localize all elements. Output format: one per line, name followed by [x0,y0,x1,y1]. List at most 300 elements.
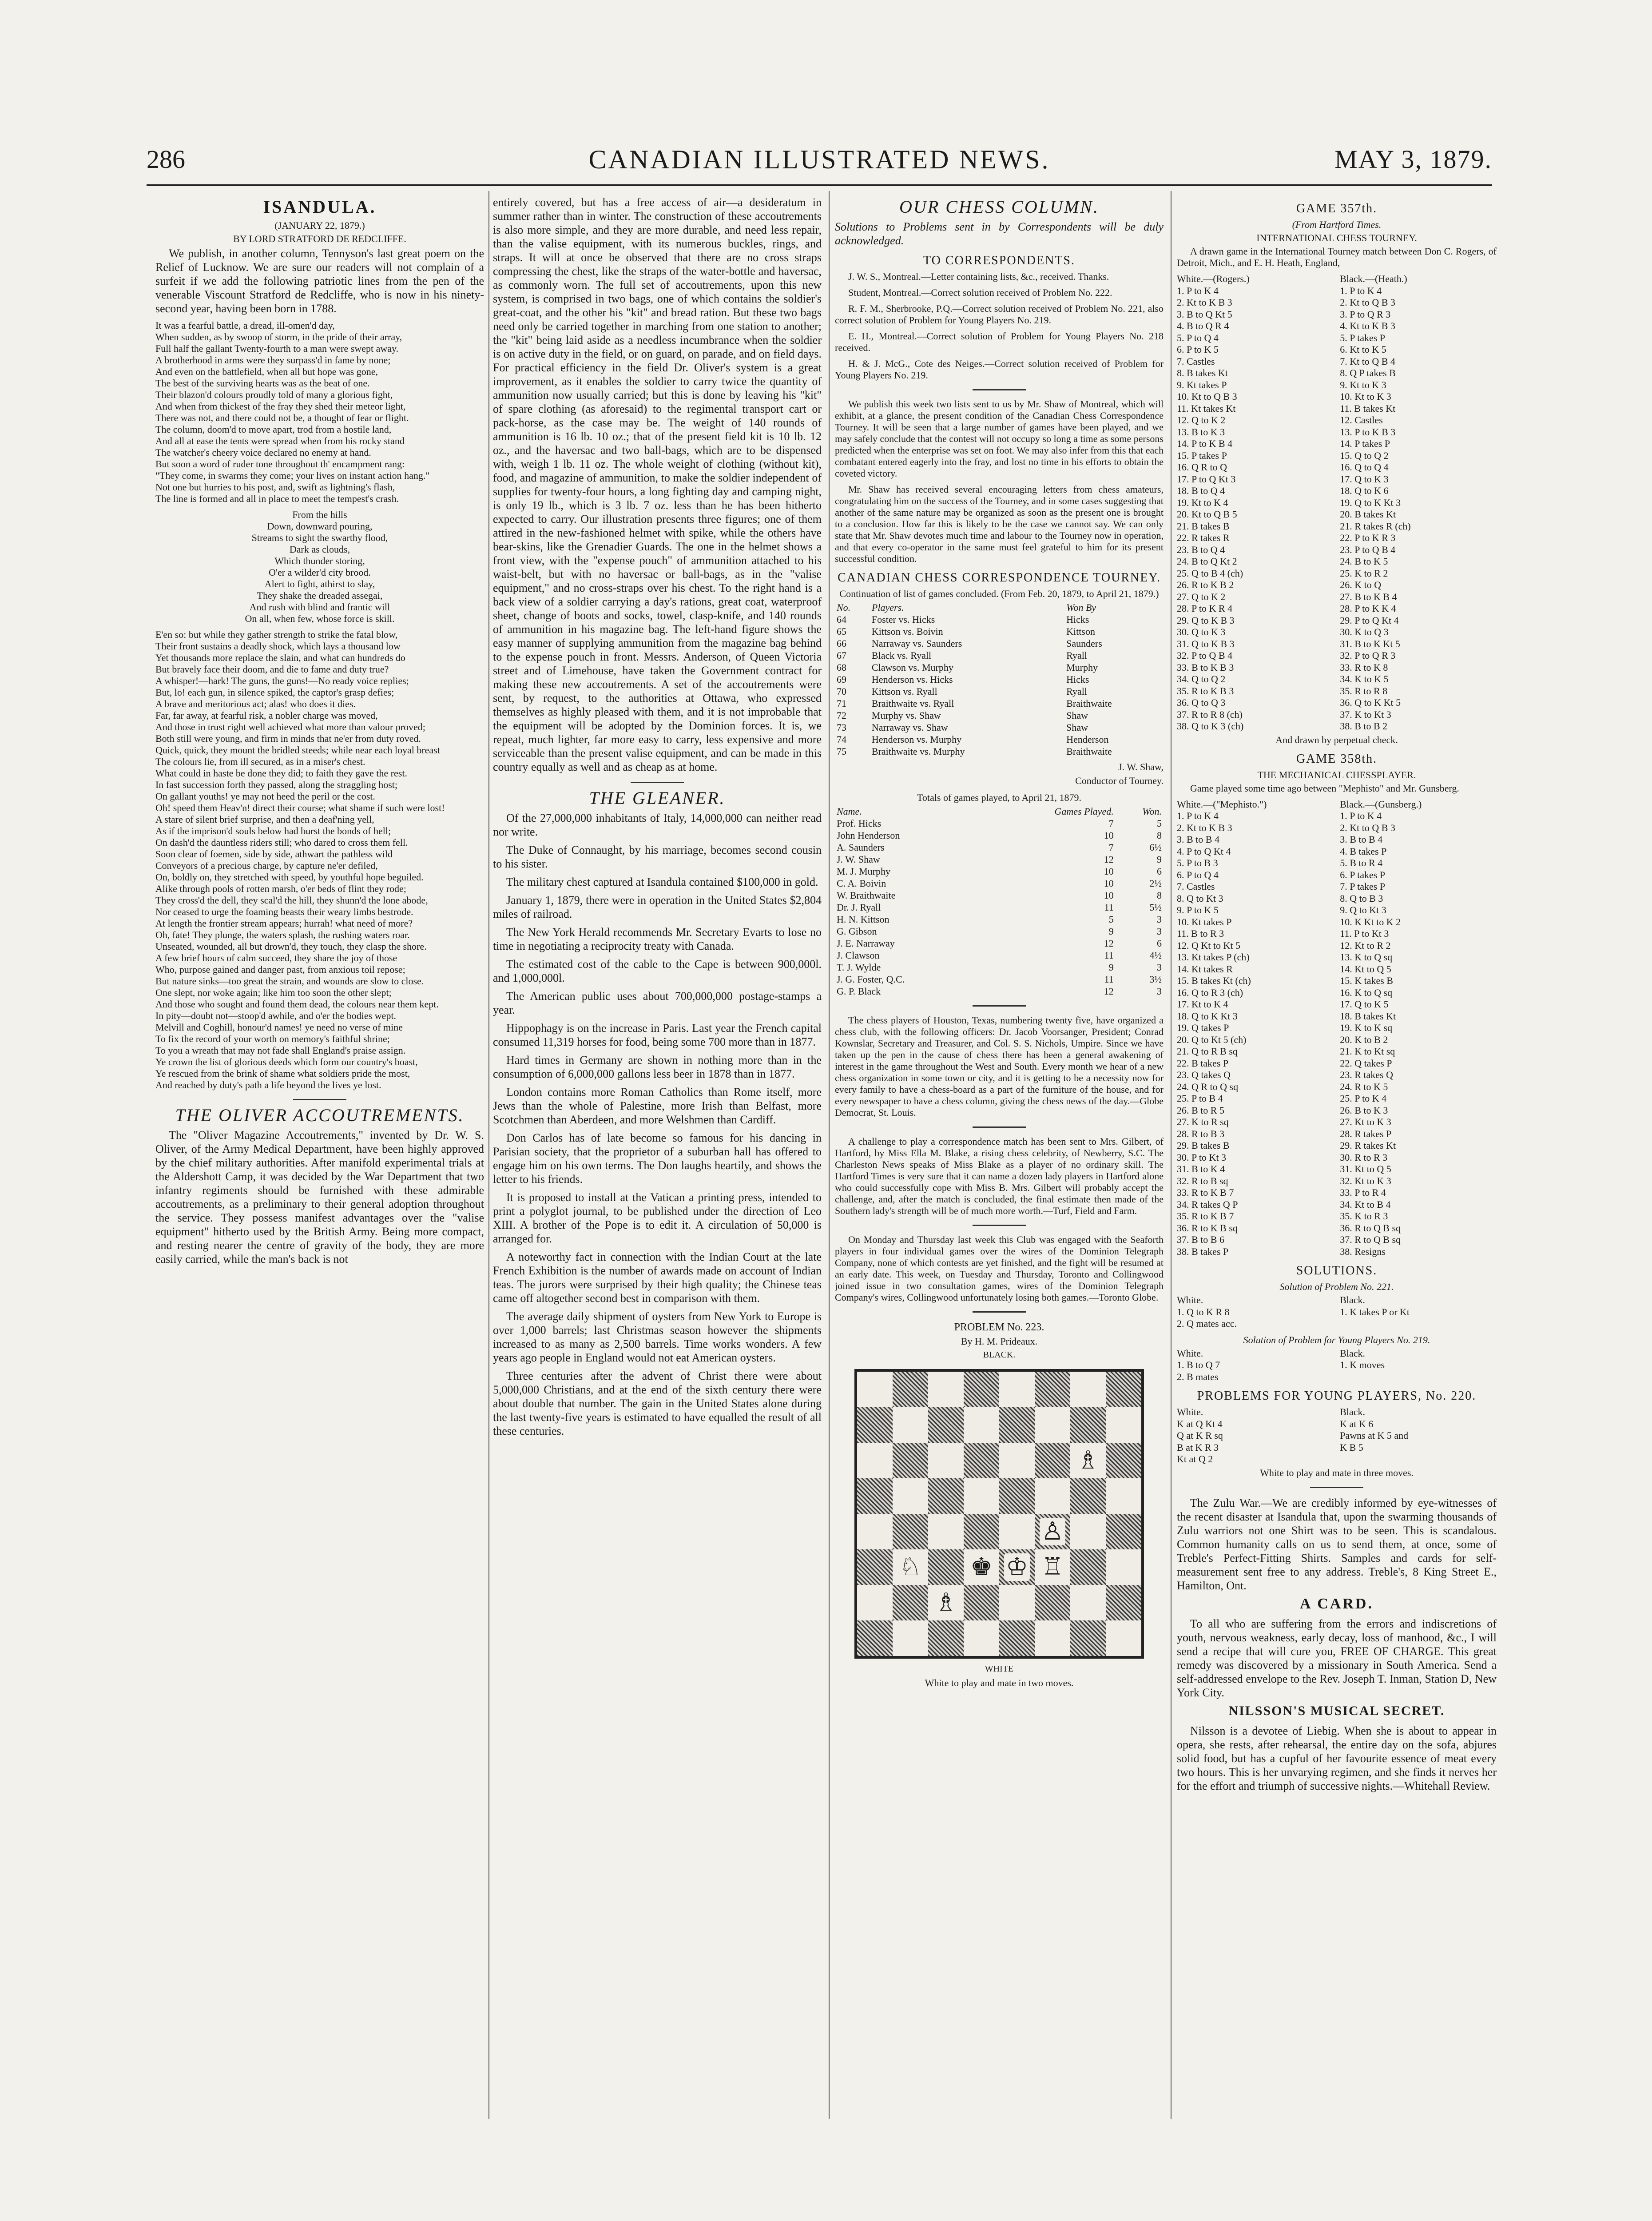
move: 11. P to Kt 3 [1340,928,1389,939]
table-cell: 8 [1157,890,1162,901]
solution-row [1177,1318,1497,1330]
table-cell: 10 [1104,866,1114,877]
move: 16. Q to R 3 (ch) [1177,987,1243,998]
board-square [1070,1478,1106,1514]
move: 7. P takes P [1340,881,1386,892]
correspondents-title: TO CORRESPONDENTS. [923,254,1075,267]
move: 18. B takes Kt [1340,1010,1396,1022]
board-square [1035,1443,1070,1478]
poem-line: Their blazon'd colours proudly told of many a glorious fight, [155,389,393,400]
move: 20. Kt to Q B 5 [1177,509,1237,520]
piece-position: Kt at Q 2 [1177,1453,1213,1465]
board-square [1035,1407,1070,1443]
move: 26. B to K 3 [1340,1104,1388,1116]
section-divider [973,1005,1026,1007]
poem-line: There was not, and there could not be, a thought of fear or flight. [155,412,409,423]
table-cell: T. J. Wylde [837,962,881,973]
move: 25. P to K 4 [1340,1093,1387,1104]
table-cell: 3 [1157,986,1162,997]
piece-position: K at K 6 [1340,1418,1374,1429]
solution-row [1177,1359,1497,1371]
poem-line: What could in haste be done they did; to faith they gave the rest. [155,768,407,779]
board-square [999,1585,1035,1620]
move: 17. Q to K 5 [1340,999,1389,1010]
game2-headers [1177,799,1497,811]
gleaner-item: The average daily shipment of oysters from New York to Europe is over 1,000 barrels; last Christmas season however the shipments increased to as many as 2,500 barrels. Time works wonders. A few years ago people in England would not eat American oysters. [493,1310,822,1364]
board-square [999,1443,1035,1478]
game2-white-moves [1177,810,1334,1258]
poem-line: And when from thickest of the fray they shed their meteor light, [155,401,406,412]
move: 34. Kt to B 4 [1340,1198,1391,1210]
poem-line: "They come, in swarms they come; your lives on instant action hang." [155,470,430,481]
move: 3. B to B 4 [1177,834,1219,845]
table-cell: Prof. Hicks [837,818,882,829]
solution-move [1340,1371,1497,1383]
table-cell: Black vs. Ryall [871,650,932,661]
page-header [147,144,1492,184]
poem-line: Ye rescued from the brink of shame what soldiers pride the most, [155,1068,410,1079]
move: 20. Q to Kt 5 (ch) [1177,1034,1247,1045]
totals-title: Totals of games played, to April 21, 1879. [917,792,1081,803]
table-cell: Ryall [1066,650,1087,661]
poem-line: In pity—doubt not—stoop'd awhile, and o'er the bodies wept. [155,1010,396,1021]
move: 32. P to Q R 3 [1340,650,1396,661]
board-square [964,1478,999,1514]
table-cell: M. J. Murphy [837,866,891,877]
table-cell: 10 [1104,890,1114,901]
card-title: A CARD. [1300,1595,1374,1612]
board-square [857,1549,893,1585]
move: 4. B to Q R 4 [1177,320,1229,331]
column-rule [488,191,489,2119]
solution-move: White. [1177,1347,1203,1359]
poem-line: And rush with blind and frantic will [249,601,390,613]
move: 30. R to R 3 [1340,1151,1388,1163]
poem-line: And all at ease the tents were spread when from his rocky stand [155,435,405,446]
move: 38. B to B 2 [1340,720,1388,732]
table-cell: 70 [837,686,846,697]
poem-line: Unseated, wounded, all but drown'd, they touch, they clasp the shore. [155,941,427,952]
move: 1. P to K 4 [1177,285,1219,296]
totals-table [835,805,1164,997]
poem-line: Down, downward pouring, [267,521,373,532]
board-square [857,1514,893,1549]
move: 14. P to K B 4 [1177,438,1233,449]
move: 19. Kt to K 4 [1177,497,1228,508]
move: 7. Castles [1177,881,1215,892]
board-square [928,1549,964,1585]
move: 22. R takes R [1177,532,1230,543]
table-cell: Murphy vs. Shaw [871,710,941,721]
table-cell: 2½ [1149,878,1162,889]
isandula-intro: We publish, in another column, Tennyson's last great poem on the Relief of Lucknow. We are sure our readers will not complain of a surfeit if we add the following patriotic lines from the pen of the venerable Viscount Stratford de Redcliffe, who is now in his ninety-second year, having been born in 1788. [155,247,484,315]
board-square [1035,1478,1070,1514]
move: 36. R to Q B sq [1340,1222,1401,1234]
poem-line: Far, far away, at fearful risk, a nobler charge was moved, [155,710,378,721]
board-square [1106,1514,1141,1549]
board-square [928,1372,964,1407]
table-cell: 10 [1104,830,1114,841]
board-square [893,1443,928,1478]
problem-title: PROBLEM No. 223. [954,1321,1044,1333]
move: 10. K Kt to K 2 [1340,916,1401,927]
move: 31. Q to K B 3 [1177,638,1235,649]
solution-move: 2. B mates [1177,1371,1219,1382]
tourney-signature-role: Conductor of Tourney. [1075,775,1164,786]
game2-title: GAME 358th. [1296,752,1378,766]
correspondent-note: H. & J. McG., Cote des Neiges.—Correct solution received of Problem for Young Players No. 219. [835,358,1164,381]
table-cell: 9 [1157,854,1162,865]
move: 12. Q Kt to Kt 5 [1177,939,1240,951]
gleaner-title: THE GLEANER. [589,788,726,808]
table-cell: Henderson [1066,734,1109,745]
move: 23. Q takes Q [1177,1069,1231,1080]
move: 21. R takes R (ch) [1340,520,1411,532]
table-cell: 4½ [1149,950,1162,961]
move: 4. P to Q Kt 4 [1177,845,1231,857]
gleaner-item: Don Carlos has of late become so famous for his dancing in Parisian society, that the proprietor of a suburban hall has offered to engage him on his own terms. The Don laughs heartily, and shows the letter to his friends. [493,1131,822,1186]
move: 3. P to Q R 3 [1340,308,1391,320]
move: 18. B to Q 4 [1177,485,1225,496]
table-cell: 66 [837,638,846,649]
board-square [893,1514,928,1549]
game1-white-moves [1177,285,1334,732]
section-divider [293,1099,346,1100]
poem-line: And even on the battlefield, when all but hope was gone, [155,366,378,377]
table-cell: 11 [1104,974,1114,985]
move: 38. Resigns [1340,1246,1386,1257]
poem-line: To fix the record of your worth on memory's faithful shrine; [155,1033,390,1044]
solution-move: 1. Q to K R 8 [1177,1306,1230,1317]
table-cell: Hicks [1066,614,1089,625]
move: 16. K to Q sq [1340,987,1393,998]
board-square [857,1372,893,1407]
table-cell: G. Gibson [837,926,877,937]
gleaner-item: January 1, 1879, there were in operation in the United States $2,804 miles of railroad. [493,894,822,920]
move: 12. Kt to R 2 [1340,939,1391,951]
poem-line: It was a fearful battle, a dread, ill-omen'd day, [155,320,335,331]
move: 26. B to R 5 [1177,1104,1224,1116]
board-square [857,1443,893,1478]
table-cell: A. Saunders [837,842,885,853]
move: 23. P to Q B 4 [1340,544,1396,555]
board-square [1106,1585,1141,1620]
move: 19. K to K sq [1340,1022,1393,1033]
move: 8. Q to Kt 3 [1177,892,1223,904]
table-row [835,949,1164,961]
move: 21. B takes B [1177,520,1230,532]
section-divider [973,389,1026,390]
table-row [835,901,1164,913]
solution-move [1340,1318,1497,1330]
move: 4. Kt to K B 3 [1340,320,1395,331]
young-white-label: White. [1177,1406,1203,1417]
table-row [835,685,1164,697]
table-row [835,841,1164,853]
poem-line: And those who sought and found them dead, the colours near them kept. [155,999,439,1010]
move: 21. K to Kt sq [1340,1046,1395,1057]
move: 17. Kt to K 4 [1177,999,1228,1010]
table-cell: Narraway vs. Shaw [871,722,948,733]
table-cell: H. N. Kittson [837,914,890,925]
move: 9. Q to Kt 3 [1340,904,1386,915]
table-cell: 5 [1157,818,1162,829]
move: 29. R takes Kt [1340,1140,1396,1151]
table-cell: J. Clawson [837,950,880,961]
move: 15. K takes B [1340,975,1393,986]
move: 15. B takes Kt (ch) [1177,975,1251,986]
move: 2. Kt to Q B 3 [1340,297,1395,308]
table-cell: 5½ [1149,902,1162,913]
table-cell: Braithwaite vs. Ryall [871,698,954,709]
table-cell: G. P. Black [837,986,881,997]
poem-line: The column, doom'd to move apart, trod from a hostile land, [155,424,392,435]
column-3 [835,195,1164,2119]
table-cell: 6½ [1149,842,1162,853]
game1-result: And drawn by perpetual check. [1275,734,1398,745]
table-cell: Murphy [1066,662,1098,673]
tourney-signature: J. W. Shaw, [1118,761,1164,772]
chess-piece-icon: ♗ [1075,1447,1101,1474]
isandula-date: (JANUARY 22, 1879.) [274,220,365,231]
poem-line: Conveyors of a precious charge, by capture ne'er defiled, [155,860,378,871]
column-rule [829,191,830,2119]
board-square [1106,1372,1141,1407]
move: 34. K to K 5 [1340,673,1389,685]
move: 9. Kt takes P [1177,379,1227,390]
move: 33. R to K 8 [1340,661,1388,673]
table-cell: 6 [1157,866,1162,877]
move: 30. Q to K 3 [1177,626,1226,637]
poem-line: Oh! speed them Heav'n! direct their course; what shame if such were lost! [155,802,445,813]
table-row [835,877,1164,889]
game2-moves [1177,810,1497,1258]
table-cell: Shaw [1066,722,1088,733]
move: 33. B to K B 3 [1177,661,1234,673]
young-black-pieces [1340,1418,1497,1465]
poem-line: When sudden, as by swoop of storm, in the pride of their array, [155,331,402,342]
move: 29. Q to K B 3 [1177,614,1235,626]
chess-board [854,1369,1144,1659]
isandula-title: ISANDULA. [263,197,377,217]
table-cell: 3 [1157,962,1162,973]
section-divider [973,1126,1026,1128]
tourney-title: CANADIAN CHESS CORRESPONDENCE TOURNEY. [838,571,1161,585]
move: 10. Kt to K 3 [1340,391,1391,402]
chess-column-title: OUR CHESS COLUMN. [899,197,1099,217]
game1-moves [1177,285,1497,732]
move: 11. B to R 3 [1177,928,1224,939]
move: 19. Q to K Kt 3 [1340,497,1401,508]
move: 25. Q to B 4 (ch) [1177,567,1243,579]
solution1-title: Solution of Problem No. 221. [1279,1281,1394,1292]
game2-white-label: White.—("Mephisto.") [1177,798,1267,810]
poem-line: Yet thousands more replace the slain, and what can hundreds do [155,652,405,663]
table-cell: 65 [837,626,846,637]
move: 21. Q to R B sq [1177,1046,1238,1057]
table-row [835,985,1164,997]
telegraph-paragraph: On Monday and Thursday last week this Club was engaged with the Seaforth players in four individual games over the wires of the Dominion Telegraph Company, none of which contests are yet finished, and the fight will be resumed at an early date. This week, on Tuesday and Thursday, Toronto and Collingwood joined issue in two consultation games, wires of the Dominion Telegraph Company's wires, Collingwood unfortunately losing both games.—Toronto Globe. [835,1234,1164,1303]
table-row [835,721,1164,733]
move: 28. P to K K 4 [1340,603,1396,614]
poem-line: Their front sustains a deadly shock, which lays a thousand low [155,641,401,652]
move: 11. Kt takes Kt [1177,402,1236,414]
poem-line: One slept, nor woke again; like him too soon the other slept; [155,987,392,998]
table-row [835,961,1164,973]
gleaner-item: It is proposed to install at the Vatican a printing press, intended to print a polyglot journal, to be published under the direction of Leo XIII. A brother of the Pope is to edit it. A circulation of 50,000 is arranged for. [493,1191,822,1245]
table-cell: 12 [1104,986,1114,997]
gleaner-item: Of the 27,000,000 inhabitants of Italy, 14,000,000 can neither read nor write. [493,812,822,838]
poem-line: Nor ceased to urge the foaming beasts their weary limbs bestrode. [155,906,413,917]
games-header-players: Players. [871,602,904,613]
poem-line: Alike through pools of rotten marsh, o'er beds of flint they rode; [155,883,406,894]
correspondent-note: Student, Montreal.—Correct solution received of Problem No. 222. [848,287,1112,298]
move: 24. B to K 5 [1340,556,1388,567]
game2-description: Game played some time ago between "Mephisto" and Mr. Gunsberg. [1190,782,1459,794]
table-cell: Braithwaite vs. Murphy [871,746,965,757]
move: 10. Kt takes P [1177,916,1232,927]
board-square [1106,1478,1141,1514]
isandula-byline: BY LORD STRATFORD DE REDCLIFFE. [233,233,406,244]
table-cell: 9 [1108,926,1114,937]
table-cell: J. G. Foster, Q.C. [837,974,905,985]
correspondent-note: J. W. S., Montreal.—Letter containing lists, &c., received. Thanks. [848,271,1109,282]
board-square [1070,1372,1106,1407]
table-cell: Dr. J. Ryall [837,902,881,913]
move: 8. B takes Kt [1177,367,1228,378]
move: 36. Q to Q 3 [1177,697,1226,708]
poem-line: On dash'd the dauntless riders still; who dared to cross them fell. [155,837,408,848]
gleaner-item: The estimated cost of the cable to the Cape is between 900,000l. and 1,000,000l. [493,958,822,984]
move: 5. P takes P [1340,332,1386,343]
solution-row [1177,1348,1497,1360]
move: 19. Q takes P [1177,1022,1229,1033]
poem-line: And reached by duty's path a life beyond the lives ye lost. [155,1079,381,1091]
move: 32. Kt to K 3 [1340,1175,1391,1186]
solution-move: Black. [1340,1347,1366,1359]
move: 33. R to K B 7 [1177,1187,1234,1198]
poem-line: On, boldly on, they stretched with speed, by youthful hope beguiled. [155,872,424,883]
board-square [893,1549,928,1585]
board-square [1070,1549,1106,1585]
move: 7. Kt to Q B 4 [1340,355,1395,367]
table-row [835,697,1164,709]
poem-line: Who, purpose gained and danger past, from anxious toil repose; [155,964,405,975]
move: 16. Q to Q 4 [1340,462,1389,473]
poem-line: Dark as clouds, [289,544,350,555]
poem-line: Not one but hurries to his post, and, swift as lightning's flash, [155,482,395,493]
move: 37. R to Q B sq [1340,1234,1401,1245]
board-square [1035,1372,1070,1407]
move: 26. K to Q [1340,579,1382,590]
young-black-label: Black. [1340,1406,1366,1417]
solution-move: 1. K moves [1340,1359,1385,1370]
board-square [928,1620,964,1656]
move: 38. Q to K 3 (ch) [1177,720,1244,732]
move: 3. B to B 4 [1340,834,1383,845]
board-square [893,1585,928,1620]
table-cell: Ryall [1066,686,1087,697]
table-cell: 73 [837,722,846,733]
table-cell: J. E. Narraway [837,938,895,949]
move: 18. Q to K 6 [1340,485,1389,496]
board-square [964,1514,999,1549]
board-square [999,1478,1035,1514]
table-cell: Henderson vs. Murphy [871,734,962,745]
board-square [1106,1620,1141,1656]
card-text: To all who are suffering from the errors and indiscretions of youth, nervous weakness, early decay, loss of manhood, &c., I will send a recipe that will cure you, FREE OF CHARGE. This great remedy was discovered by a missionary in South America. Send a self-addressed envelope to the Rev. Joseph T. Inman, Station D, New York City. [1177,1617,1497,1699]
houston-paragraph: The chess players of Houston, Texas, numbering twenty five, have organized a chess club, with the following officers: Dr. Jacob Voorsanger, President; Conrad Kownslar, Secretary and Treasurer, and Col. S. S. Nichols, Umpire. Since we have taken up the pen in the cause of chess there has been a general awakening of interest in the game throughout the West and South. Every month we hear of a new chess organization in some town or city, and it is getting to be a necessity now for every family to have a chess-board as a part of the furniture of the house, and for every newspaper to have a chess column, giving the chess news of the day.—Globe Democrat, St. Louis. [835,1015,1164,1118]
move: 32. P to Q B 4 [1177,650,1233,661]
poem-line: In fast succession forth they passed, along the straggling host; [155,779,398,790]
poem-chorus [155,509,484,625]
young-players-position [1177,1418,1497,1465]
table-cell: J. W. Shaw [837,854,880,865]
move: 34. Q to Q 2 [1177,673,1226,685]
table-cell: 11 [1104,950,1114,961]
table-row [835,637,1164,649]
game1-description: A drawn game in the International Tourney match between Don C. Rogers, of Detroit, Mich., and E. H. Heath, England, [1177,246,1497,268]
gleaner-items [493,811,822,1438]
chess-piece-icon: ♗ [933,1589,959,1616]
poem-line: A few brief hours of calm succeed, they share the joy of those [155,952,397,963]
table-cell: 7 [1108,818,1114,829]
board-square [857,1407,893,1443]
table-row [835,853,1164,865]
totals-header-name: Name. [837,806,862,817]
board-square [1070,1407,1106,1443]
move: 33. P to R 4 [1340,1187,1386,1198]
table-cell: John Henderson [837,830,900,841]
gleaner-item: The American public uses about 700,000,000 postage-stamps a year. [493,990,822,1016]
move: 20. K to B 2 [1340,1034,1388,1045]
move: 27. K to R sq [1177,1116,1229,1127]
board-square [1035,1620,1070,1656]
table-row [835,649,1164,661]
move: 18. Q to K Kt 3 [1177,1010,1238,1022]
move: 6. P takes P [1340,869,1386,880]
move: 31. B to K 4 [1177,1163,1225,1174]
move: 27. B to K B 4 [1340,591,1397,602]
board-square [999,1407,1035,1443]
poem-line: The line is formed and all in place to meet the tempest's crash. [155,493,399,504]
board-square [928,1514,964,1549]
poem-line: On all, when few, whose force is skill. [245,613,395,624]
solution2-title: Solution of Problem for Young Players No. 219. [1243,1334,1430,1345]
move: 3. B to Q Kt 5 [1177,308,1232,320]
move: 9. P to K 5 [1177,904,1219,915]
gleaner-item: The New York Herald recommends Mr. Secretary Evarts to lose no time in negotiating a reciprocity treaty with Canada. [493,926,822,952]
oliver-text: The "Oliver Magazine Accoutrements," invented by Dr. W. S. Oliver, of the Army Medical Department, have been highly approved by the chief military authorities. After manifold experimental trials at the Aldershott Camp, it was decided by the War Department that two infantry regiments should be furnished with these admirable accoutrements, as a preliminary to their general adoption throughout the service. They possess manifest advantages over the "valise equipment" hitherto used by the British Army. Being more compact, and resting nearer the centre of gravity of the body, they are more easily carried, while the man's back is not [155,1129,484,1266]
tourney-paragraph-2: Mr. Shaw has received several encouraging letters from chess amateurs, congratulating him on the success of the Tourney, and in some cases suggesting that another of the same nature may be organized as soon as the present one is brought to a conclusion. How far this is likely to be the case we cannot say. We can only state that Mr. Shaw devotes much time and labour to the Tourney now in operation, and that every co-operator in the same must feel grateful to him for its present successful condition. [835,484,1164,564]
oliver-title: THE OLIVER ACCOUTREMENTS. [175,1105,465,1125]
table-cell: 68 [837,662,846,673]
board-square [999,1514,1035,1549]
solutions-title: SOLUTIONS. [1296,1264,1378,1278]
section-divider [1310,1487,1363,1488]
solution-row [1177,1294,1497,1306]
table-cell: 72 [837,710,846,721]
solution-move: 2. Q mates acc. [1177,1318,1237,1329]
move: 13. K to Q sq [1340,951,1393,963]
gleaner-item: Hard times in Germany are shown in nothing more than in the consumption of 6,000,000 gallons less beer in 1878 than in 1877. [493,1054,822,1080]
move: 37. R to R 8 (ch) [1177,708,1243,720]
poem-line: E'en so: but while they gather strength to strike the fatal blow, [155,629,398,640]
move: 34. R takes Q P [1177,1198,1238,1210]
game2-event: THE MECHANICAL CHESSPLAYER. [1257,769,1416,780]
move: 25. K to R 2 [1340,567,1388,579]
table-cell: 3½ [1149,974,1162,985]
